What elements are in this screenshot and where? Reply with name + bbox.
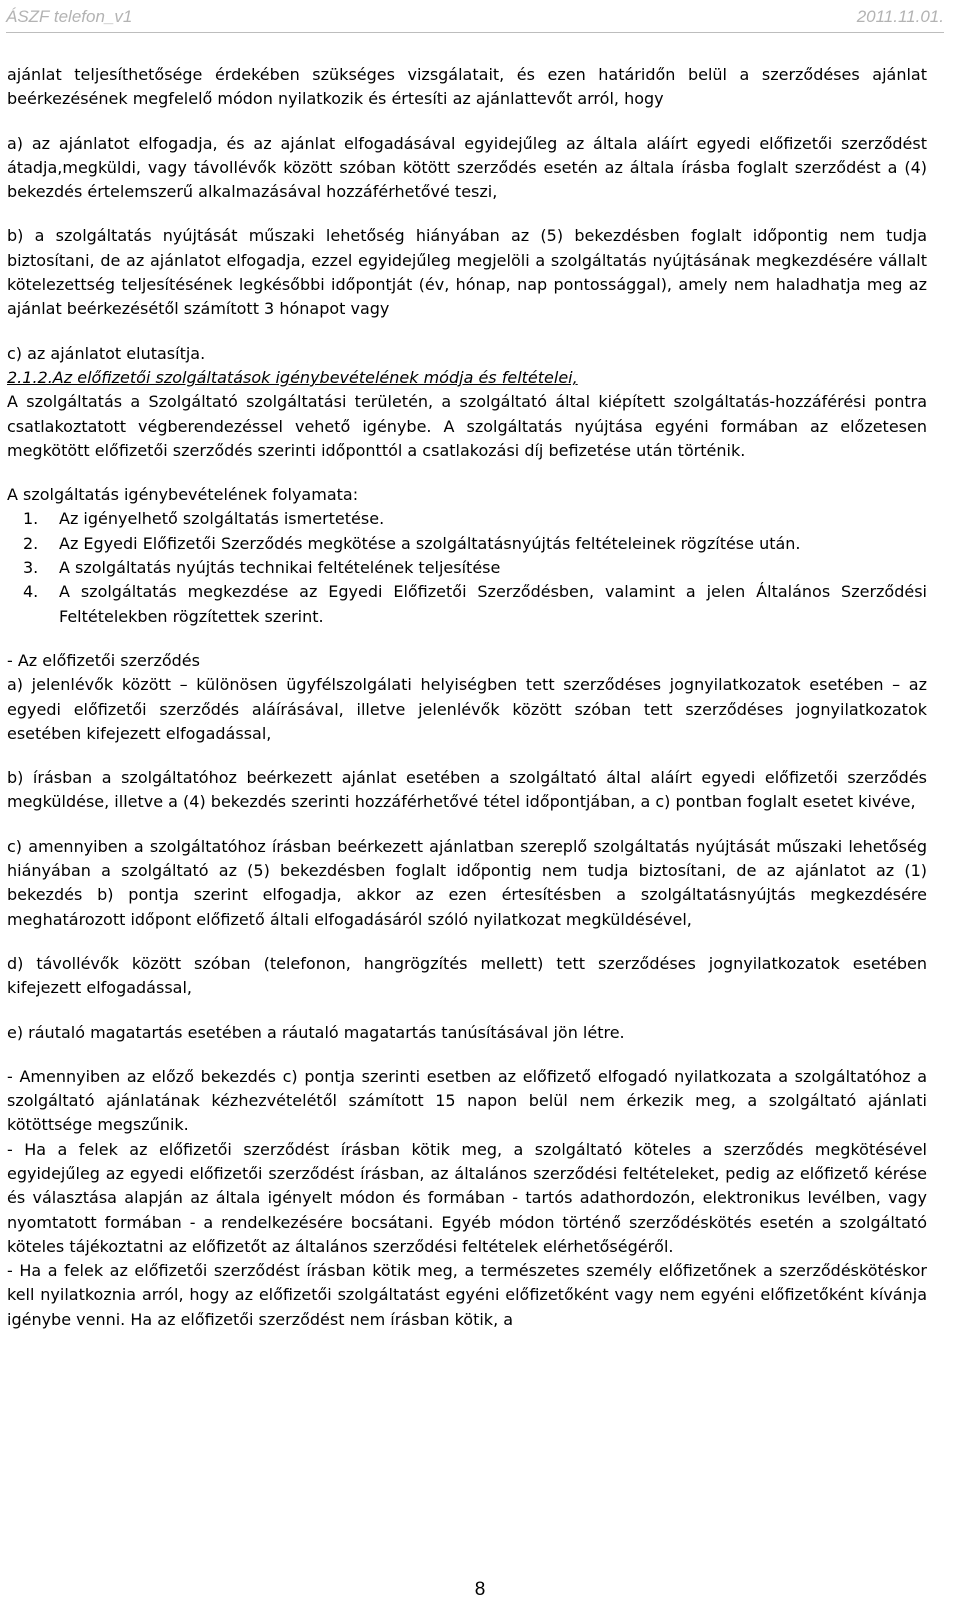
list-item-text: A szolgáltatás nyújtás technikai feltételének teljesítése <box>59 558 501 578</box>
paragraph-contract-e: e) ráutaló magatartás esetében a ráutaló magatartás tanúsításával jön létre. <box>7 1022 625 1042</box>
list-item-text: A szolgáltatás megkezdése az Egyedi Előfizetői Szerződésben, valamint a jelen Általános Szerződési Feltételekben rögzítettek szerint. <box>59 582 927 626</box>
header-document-title: ÁSZF telefon_v1 <box>6 7 133 26</box>
section-heading: 2.1.2.Az előfizetői szolgáltatások igénybevételének módja és feltételei, <box>7 367 578 387</box>
list-item <box>7 507 927 531</box>
page-number: 8 <box>474 1579 486 1600</box>
paragraph-offer-review: ajánlat teljesíthetősége érdekében szükséges vizsgálatait, és ezen határidőn belül a szerződéses ajánlat beérkezésének megfelelő módon nyilatkozik és értesíti az ajánlattevőt arról, hogy <box>7 65 927 109</box>
header-date: 2011.11.01. <box>856 7 944 26</box>
paragraph-option-a: a) az ajánlatot elfogadja, és az ajánlat elfogadásával egyidejűleg az általa aláírt egyedi előfizetői szerződést átadja,megküldi, vagy távollévők között szóban kötött szerződés esetén az általa írásba foglalt szerződést a (4) bekezdés értelemszerű alkalmazásával hozzáférhetővé teszi, <box>7 133 927 202</box>
page-header <box>6 0 944 34</box>
paragraph-contract-a: a) jelenlévők között – különösen ügyfélszolgálati helyiségben tett szerződéses jognyilatkozatok esetében – az egyedi előfizetői szerződés aláírásával, illetve jelenlévők között szóban tett szerződéses jognyilatkozatok esetében kifejezett elfogadással, <box>7 675 927 743</box>
paragraph-service-usage: A szolgáltatás a Szolgáltató szolgáltatási területén, a szolgáltató által kiépített szolgáltatás-hozzáférési pontra csatlakoztatott végberendezéssel vehető igénybe. A szolgáltatás nyújtása egyéni formában az előzetesen megkötött előfizetői szerződés szerinti időponttól a csatlakozási díj befizetése után történik. <box>7 392 927 460</box>
list-item-text: Az igényelhető szolgáltatás ismertetése. <box>59 509 385 529</box>
paragraph-written-contract: - Ha a felek az előfizetői szerződést írásban kötik meg, a szolgáltató köteles a szerződés megkötésével egyidejűleg az egyedi előfizetői szerződést írásban, az általános szerződési feltételeket, pedig az előfizető kérése és választása alapján az általa igényelt módon és formában - tartós adathordozón, elektronikus levélben, vagy nyomtatott formában - a rendelkezésére bocsátani. Egyéb módon történő szerződéskötés esetén a szolgáltató köteles tájékoztatni az előfizetőt az általános szerződési feltételek elérhetőségéről. <box>7 1139 927 1256</box>
list-item <box>7 580 927 629</box>
paragraph-contract-d: d) távollévők között szóban (telefonon, hangrögzítés mellett) tett szerződéses jognyilatkozatok esetében kifejezett elfogadással, <box>7 953 927 998</box>
list-item-number: 1. <box>23 509 39 529</box>
paragraph-option-c: c) az ajánlatot elutasítja. <box>7 343 206 363</box>
list-item-text: Az Egyedi Előfizetői Szerződés megkötése a szolgáltatásnyújtás feltételeinek rögzítése után. <box>59 533 801 553</box>
header-divider <box>6 32 944 33</box>
list-item-number: 3. <box>23 558 39 578</box>
list-item <box>7 556 927 580</box>
paragraph-acceptance-deadline: - Amennyiben az előző bekezdés c) pontja szerinti esetben az előfizető elfogadó nyilatkozata a szolgáltatóhoz a szolgáltató ajánlatának kézhezvételétől számított 15 napon belül nem érkezik meg, a szolgáltató ajánlati kötöttsége megszűnik. <box>7 1066 927 1135</box>
document-body <box>7 63 927 1332</box>
paragraph-subscriber-type: - Ha a felek az előfizetői szerződést írásban kötik meg, a természetes személy előfizetőnek a szerződéskötéskor kell nyilatkoznia arról, hogy az előfizetői szolgáltatást egyéni előfizetőként vagy nem egyéni előfizetőként kívánja igénybe venni. Ha az előfizetői szerződést nem írásban kötik, a <box>7 1261 927 1329</box>
process-list <box>7 507 927 628</box>
list-item-number: 4. <box>23 582 39 602</box>
paragraph-contract-heading: - Az előfizetői szerződés <box>7 650 200 670</box>
paragraph-option-b: b) a szolgáltatás nyújtását műszaki lehetőség hiányában az (5) bekezdésben foglalt időpontig nem tudja biztosítani, de az ajánlatot elfogadja, ezzel egyidejűleg megjelöli a szolgáltatás nyújtásának megkezdésére vállalt kötelezettség teljesítésének legkésőbbi időpontját (év, hónap, nap pontossággal), amely nem haladhatja meg az ajánlat beérkezésétől számított 3 hónapot vagy <box>7 226 927 319</box>
paragraph-contract-c: c) amennyiben a szolgáltatóhoz írásban beérkezett ajánlatban szereplő szolgáltatás nyújtását műszaki lehetőség hiányában a szolgáltató az (5) bekezdésben foglalt időpontig nem tudja biztosítani, de az ajánlatot az (1) bekezdés b) pontja szerint elfogadja, akkor az ezen értesítésben a szolgáltatásnyújtás megkezdésére meghatározott időpont előfizető általi elfogadásáról szóló nyilatkozat megküldésével, <box>7 836 927 929</box>
list-item <box>7 532 927 556</box>
list-item-number: 2. <box>23 533 39 553</box>
process-list-title: A szolgáltatás igénybevételének folyamata: <box>7 485 359 505</box>
paragraph-contract-b: b) írásban a szolgáltatóhoz beérkezett ajánlat esetében a szolgáltató által aláírt egyedi előfizetői szerződés megküldése, illetve a (4) bekezdés szerinti hozzáférhetővé tétel időpontjában, a c) pontban foglalt esetet kivéve, <box>7 768 927 812</box>
